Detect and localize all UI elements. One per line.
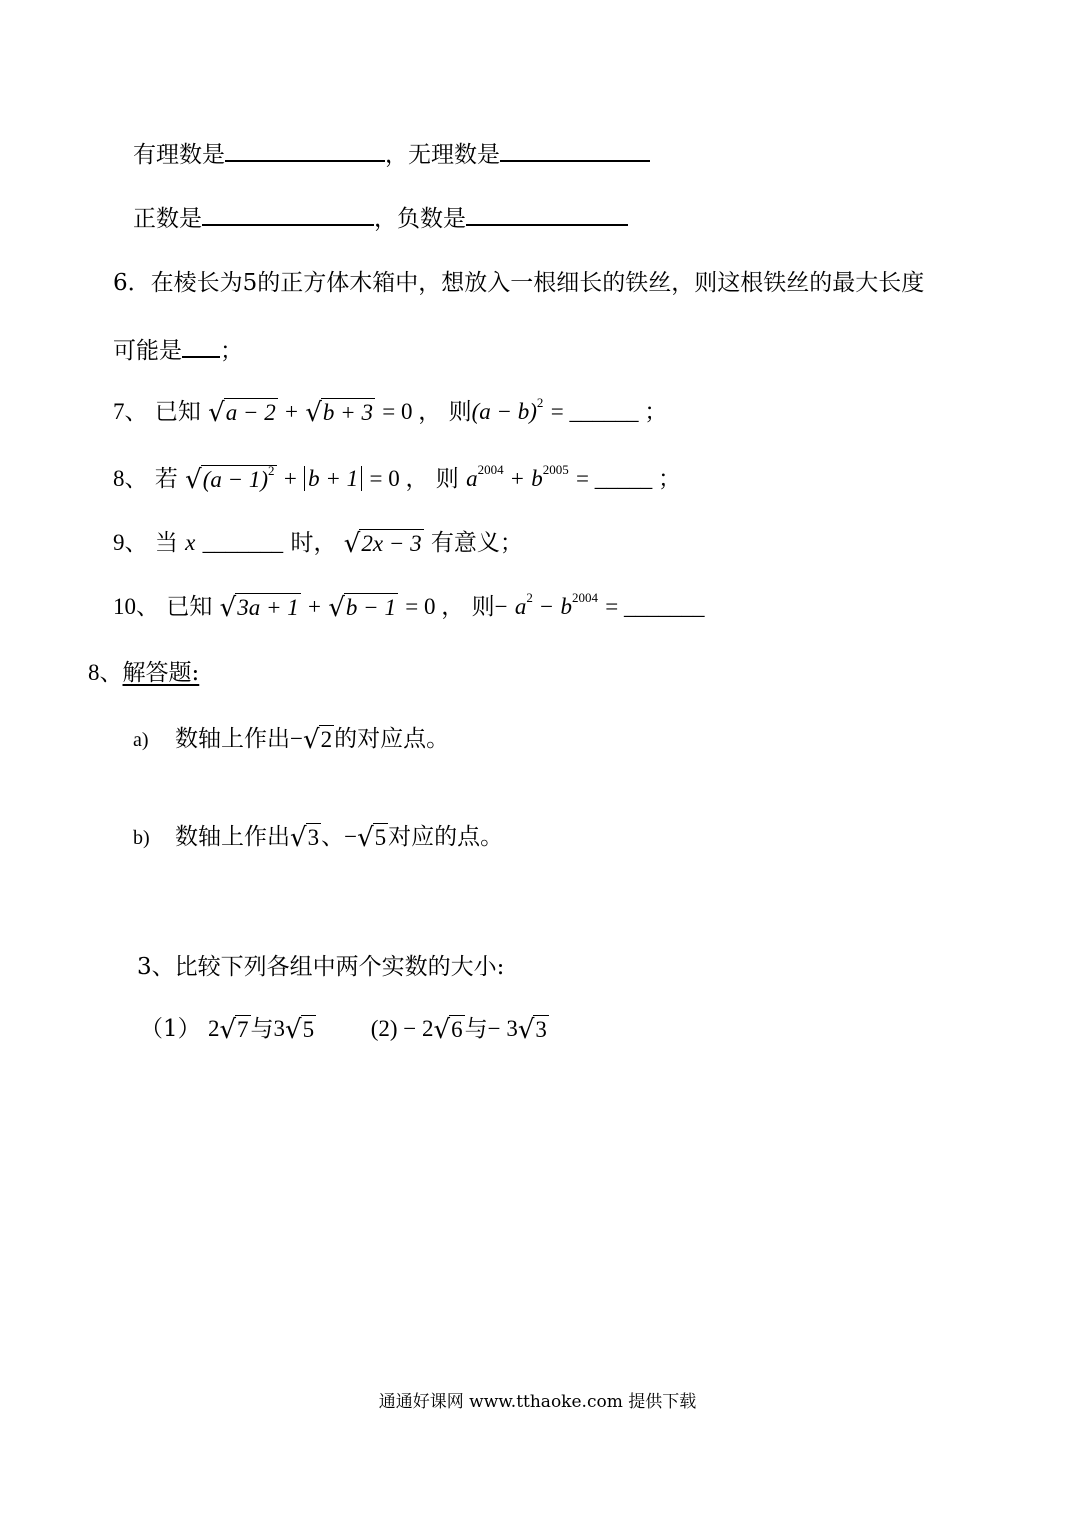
question-9 [113,526,523,560]
irrational-blank[interactable] [500,134,650,162]
question-tail: 有意义； [430,530,523,556]
sqrt-expression [518,1015,549,1045]
item-label: (2) − 2 [370,1016,434,1041]
radical-sign-icon: √ [290,823,307,853]
operator: − [494,594,508,619]
operator: + [510,466,524,491]
sqrt-expression [290,823,321,853]
part-label: b) [133,827,150,849]
question-lead: 当 [154,530,178,556]
absolute-value: b + 1 [304,466,362,491]
sqrt-expression [285,1015,316,1045]
with-word: 与 [250,1016,274,1042]
radicand: 5 [301,1015,317,1045]
question-10 [113,590,705,624]
radical-sign-icon: √ [219,1015,237,1045]
operator: + [285,399,299,424]
sqrt-expression [185,465,276,495]
part-text: 数轴上作出 [175,726,290,752]
question-number: 8、 [113,466,148,491]
positive-blank[interactable] [202,198,374,226]
radicand: b − 1 [344,593,398,623]
exponent: 2 [268,463,275,478]
exponent: 2005 [542,462,569,477]
question-number: 9、 [113,530,148,555]
question-lead: 已知 [154,399,201,425]
exponent: 2004 [477,462,504,477]
exponent: 2 [526,590,533,605]
variable-x: x [185,530,196,555]
radicand: 3a + 1 [235,593,301,623]
radical-sign-icon: √ [343,529,361,559]
answer-blank[interactable]: _______ [202,530,284,555]
operator: − [540,594,554,619]
expression: (a − b) [471,399,537,424]
sqrt-expression [303,725,334,755]
section-8-heading [88,656,199,690]
sqrt-expression [219,1015,250,1045]
coefficient: 3 [273,1016,286,1041]
positive-negative-line [133,198,628,236]
question-3-items [140,1012,549,1046]
question-number: 10、 [113,594,159,619]
operator: + [283,466,297,491]
exponent: 2 [536,395,544,410]
page-footer: 通通好课网 www.tthaoke.com 提供下载 [378,1392,697,1412]
question-7 [113,395,667,429]
radicand: 3 [306,823,322,853]
radical-sign-icon: √ [357,823,374,853]
positive-label: 正数是 [133,206,202,232]
sqrt-expression [328,593,398,623]
rational-label: 有理数是 [133,142,225,168]
radical-sign-icon: √ [219,593,237,623]
equals-zero: = 0 ， [405,594,465,619]
rational-irrational-line [133,134,650,172]
radicand: a − 2 [224,398,278,428]
section-number: 8、 [88,660,123,685]
item-label: （1） [140,1016,201,1042]
question-3 [137,950,504,984]
answer-blank[interactable]: = _____ ； [576,466,682,491]
operator: + [308,594,322,619]
sqrt-expression [344,529,424,559]
radicand: 3 [533,1015,549,1045]
radicand: (a − 1) [202,467,269,492]
question-lead: 若 [154,466,178,492]
exponent: 2004 [571,590,598,605]
equals-zero: = 0 ， [369,466,429,491]
question-text: 在棱长为5的正方体木箱中，想放入一根细长的铁丝，则这根铁丝的最大长度 [150,270,925,296]
question-number: 7、 [113,399,148,424]
negative-label: 负数是 [397,206,466,232]
variable-b: b [560,594,572,619]
answer-blank[interactable] [182,330,220,358]
separator: ， [385,142,408,168]
part-b [133,820,503,855]
then-word: 则 [448,399,472,425]
end-mark: ； [220,338,243,364]
irrational-label: 无理数是 [408,142,500,168]
question-lead: 已知 [166,594,213,620]
radicand: 2 [319,725,335,755]
separator: ， [374,206,397,232]
sqrt-expression [357,823,388,853]
part-label: a) [133,729,149,751]
radical-sign-icon: √ [305,398,322,428]
radicand: b + 3 [321,398,375,428]
part-text: 数轴上作出 [175,824,290,850]
question-6-line-2 [113,330,243,368]
with-word: 与 [464,1016,488,1042]
question-number: 6． [113,270,151,296]
radical-sign-icon: √ [185,465,202,495]
radicand: 7 [235,1015,251,1045]
separator: 、 [321,824,345,850]
operator: − [344,824,358,849]
operator: − 3 [487,1016,518,1041]
equals-zero: = 0 ， [382,399,442,424]
when-word: 时， [290,530,337,556]
section-title: 解答题: [122,660,200,686]
sqrt-expression [434,1015,465,1045]
part-text: 的对应点。 [334,726,450,752]
radical-sign-icon: √ [517,1015,535,1045]
then-word: 则 [435,466,459,492]
radical-sign-icon: √ [302,725,320,755]
question-8 [113,462,681,496]
negative-blank[interactable] [466,198,628,226]
radicand: 6 [449,1015,465,1045]
sqrt-expression [208,398,278,428]
answer-blank[interactable]: = ______ ； [550,399,668,424]
variable-a: a [466,466,478,491]
question-text: 可能是 [113,338,182,364]
radical-sign-icon: √ [328,593,345,623]
sqrt-expression [305,398,375,428]
radical-sign-icon: √ [285,1015,302,1045]
question-6-line-1 [113,266,924,300]
part-text: 对应的点。 [388,824,504,850]
sqrt-expression [220,593,301,623]
part-a [133,722,449,757]
radicand: 2x − 3 [359,529,423,559]
coefficient: 2 [207,1016,220,1041]
answer-blank[interactable]: = _______ [605,594,705,619]
question-text: 3、比较下列各组中两个实数的大小: [137,954,505,980]
variable-a: a [514,594,527,619]
variable-b: b [531,466,543,491]
then-word: 则 [471,594,495,620]
rational-blank[interactable] [225,134,385,162]
radical-sign-icon: √ [208,398,225,428]
radicand: 5 [373,823,389,853]
radical-sign-icon: √ [433,1015,451,1045]
operator: − [290,726,303,751]
